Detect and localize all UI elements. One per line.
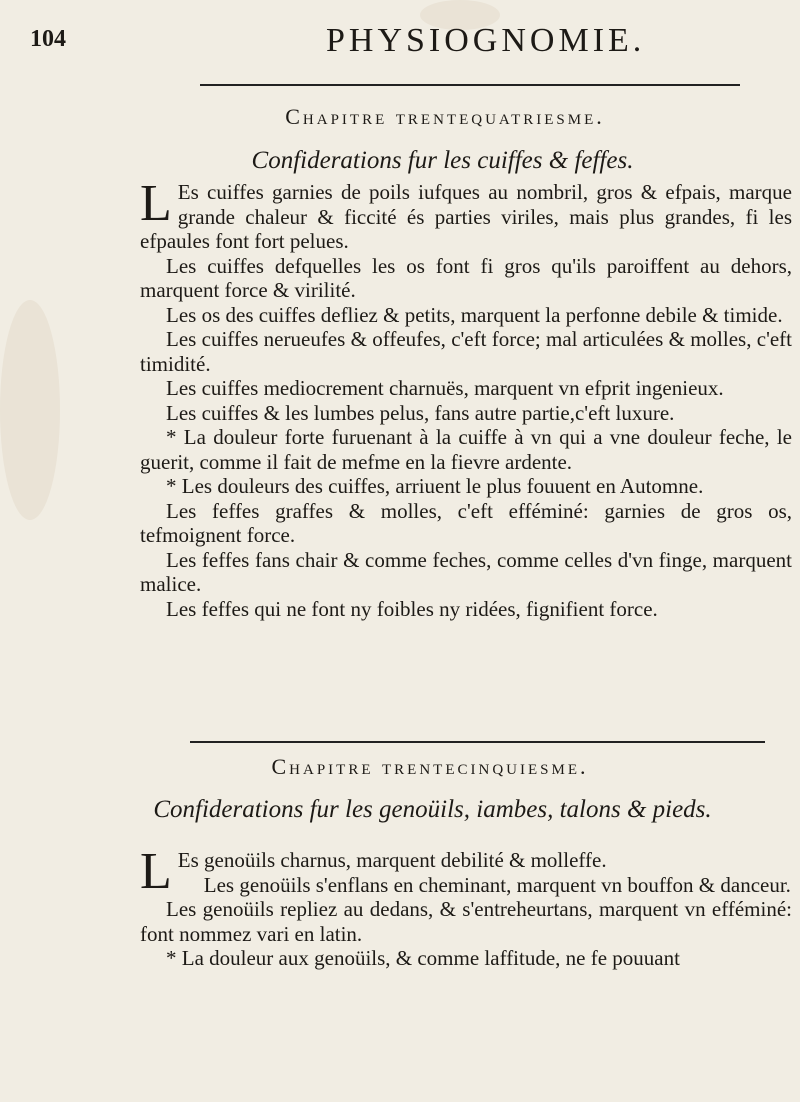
- paragraph: Les cuiffes mediocrement charnuës, marquent vn efprit ingenieux.: [166, 376, 724, 400]
- section-rule: [190, 741, 765, 743]
- paragraph: Les genoüils repliez au dedans, & s'entreheurtans, marquent vn efféminé: font nommez vari en latin.: [140, 897, 792, 946]
- paragraph: Les cuiffes defquelles les os font fi gros qu'ils paroiffent au dehors, marquent force & virilité.: [140, 253, 792, 302]
- paragraph: * La douleur aux genoüils, & comme laffitude, ne fe pouuant: [166, 946, 680, 970]
- chapter-subtitle: Confiderations fur les genoüils, iambes, talons & pieds.: [153, 796, 712, 823]
- running-title: PHYSIOGNOMIE.: [326, 22, 646, 59]
- drop-cap: L: [140, 843, 172, 900]
- chapter-subtitle: Confiderations fur les cuiffes & feffes.: [251, 147, 634, 174]
- paragraph: Les feffes fans chair & comme feches, comme celles d'vn finge, marquent malice.: [140, 547, 792, 596]
- paragraph: * La douleur forte furuenant à la cuiffe à vn qui a vne douleur feche, le guerit, comme il fait de mefme en la fievre ardente.: [140, 425, 792, 474]
- paragraph: Les feffes graffes & molles, c'eft efféminé: garnies de gros os, tefmoignent force.: [140, 498, 792, 547]
- page-number: 104: [30, 26, 66, 52]
- chapter-heading: Chapitre trentequatriesme.: [285, 104, 605, 129]
- chapter-heading: Chapitre trentecinquiesme.: [271, 754, 589, 779]
- paragraph: * Les douleurs des cuiffes, arriuent le plus fouuent en Automne.: [166, 474, 704, 498]
- paper-stain: [0, 300, 60, 520]
- paragraph-text: Es genoüils charnus, marquent debilité & molleffe.: [177, 848, 607, 872]
- chapter-body: [140, 843, 792, 971]
- paragraph: Les cuiffes nerueufes & offeufes, c'eft force; mal articulées & molles, c'eft timidité.: [140, 327, 792, 376]
- page-header: [30, 22, 760, 62]
- paragraph-text: Es cuiffes garnies de poils iufques au nombril, gros & efpais, marque grande chaleur & ficcité és parties viriles, mais plus grandes, fi les efpaules font fort pelues.: [140, 180, 792, 253]
- paragraph: [140, 175, 792, 254]
- header-rule: [200, 84, 740, 86]
- drop-cap: L: [140, 175, 172, 232]
- paragraph: Les genoüils s'enflans en cheminant, marquent vn bouffon & danceur.: [203, 872, 791, 897]
- chapter-body: [140, 175, 792, 621]
- paragraph: Les feffes qui ne font ny foibles ny ridées, fignifient force.: [166, 596, 658, 621]
- paragraph: Les cuiffes & les lumbes pelus, fans autre partie,c'eft luxure.: [166, 400, 675, 425]
- paragraph: Les os des cuiffes defliez & petits, marquent la perfonne debile & timide.: [166, 302, 783, 327]
